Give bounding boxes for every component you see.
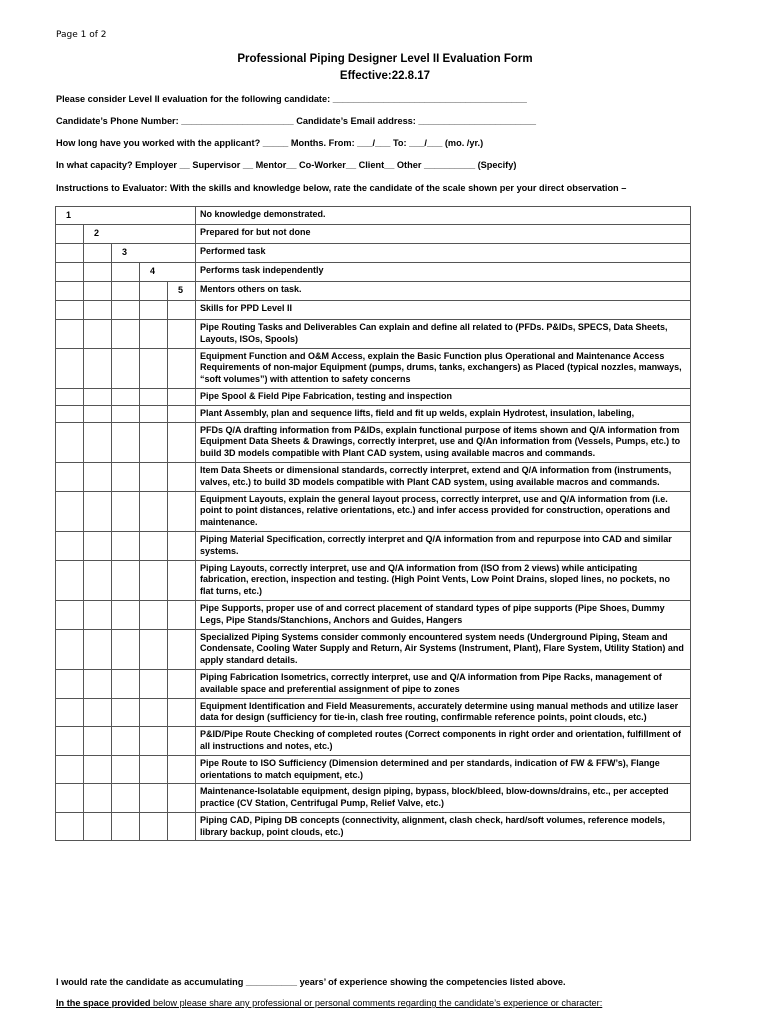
rating-cell[interactable] xyxy=(140,301,168,320)
rating-cell[interactable] xyxy=(56,560,84,600)
rating-cell[interactable] xyxy=(140,600,168,629)
rating-cell[interactable] xyxy=(168,491,196,531)
skill-row xyxy=(56,491,691,531)
rating-cell[interactable] xyxy=(168,784,196,813)
skill-row xyxy=(56,388,691,405)
scale-number: 2 xyxy=(84,225,196,244)
scale-label: Prepared for but not done xyxy=(196,225,691,244)
rating-cell[interactable] xyxy=(56,727,84,756)
rating-cell[interactable] xyxy=(84,727,112,756)
rating-cell[interactable] xyxy=(140,348,168,388)
rating-cell[interactable] xyxy=(168,727,196,756)
rating-cell[interactable] xyxy=(56,405,84,422)
rating-cell[interactable] xyxy=(56,812,84,841)
skill-row xyxy=(56,629,691,669)
rating-cell[interactable] xyxy=(56,388,84,405)
scale-number: 3 xyxy=(112,244,196,263)
rating-cell[interactable] xyxy=(140,405,168,422)
rating-cell[interactable] xyxy=(56,491,84,531)
skill-row xyxy=(56,348,691,388)
rating-cell[interactable] xyxy=(140,727,168,756)
scale-spacer xyxy=(56,225,84,244)
page-number: Page 1 of 2 xyxy=(56,30,107,40)
rating-cell[interactable] xyxy=(112,755,140,784)
rating-cell[interactable] xyxy=(84,388,112,405)
rating-cell[interactable] xyxy=(112,388,140,405)
rating-cell[interactable] xyxy=(140,669,168,698)
skill-row xyxy=(56,405,691,422)
rating-cell[interactable] xyxy=(112,784,140,813)
rating-cell[interactable] xyxy=(112,491,140,531)
comments-prompt xyxy=(56,998,602,1008)
rating-cell[interactable] xyxy=(84,405,112,422)
rating-cell[interactable] xyxy=(112,462,140,491)
scale-row xyxy=(56,263,691,282)
rating-cell[interactable] xyxy=(168,388,196,405)
comments-lead: In the space provided xyxy=(56,998,151,1008)
rating-cell[interactable] xyxy=(168,812,196,841)
rating-cell[interactable] xyxy=(56,600,84,629)
rating-cell[interactable] xyxy=(84,531,112,560)
rating-cell[interactable] xyxy=(56,422,84,462)
skills-header-row xyxy=(56,301,691,320)
rating-table xyxy=(55,206,691,841)
skill-description: Pipe Route to ISO Sufficiency (Dimension determined and per standards, indication of FW & FFW’s), Flange orientations to match equipment, etc.) xyxy=(196,755,691,784)
rating-cell[interactable] xyxy=(84,669,112,698)
rating-cell[interactable] xyxy=(112,560,140,600)
skill-description: Equipment Function and O&M Access, explain the Basic Function plus Operational and Maintenance Access Requirements of non-major Equipment (pumps, drums, tanks, exchangers) as Placed (typical nozzles, manways, “soft volumes”) with attention to safety concerns xyxy=(196,348,691,388)
rating-cell[interactable] xyxy=(168,348,196,388)
scale-row xyxy=(56,207,691,225)
scale-number: 1 xyxy=(56,207,196,225)
rating-cell[interactable] xyxy=(140,388,168,405)
scale-row xyxy=(56,244,691,263)
rating-cell[interactable] xyxy=(84,320,112,349)
rating-cell[interactable] xyxy=(84,812,112,841)
rating-cell[interactable] xyxy=(84,629,112,669)
rating-cell[interactable] xyxy=(168,320,196,349)
capacity-line: In what capacity? Employer __ Supervisor __ Mentor__ Co-Worker__ Client__ Other __________ (Specify) xyxy=(56,160,517,170)
rating-cell[interactable] xyxy=(56,320,84,349)
rating-cell[interactable] xyxy=(112,405,140,422)
rating-cell[interactable] xyxy=(168,669,196,698)
skill-row xyxy=(56,422,691,462)
skill-row xyxy=(56,755,691,784)
scale-number: 5 xyxy=(168,282,196,301)
skill-row xyxy=(56,812,691,841)
scale-label: Performed task xyxy=(196,244,691,263)
rating-cell[interactable] xyxy=(168,462,196,491)
scale-spacer xyxy=(84,244,112,263)
rating-cell[interactable] xyxy=(168,600,196,629)
comments-rest: below please share any professional or personal comments regarding the candidate’s experience or character: xyxy=(150,998,603,1008)
rating-cell[interactable] xyxy=(84,560,112,600)
scale-spacer xyxy=(56,263,84,282)
skill-row xyxy=(56,784,691,813)
rating-cell[interactable] xyxy=(56,698,84,727)
skill-row xyxy=(56,320,691,349)
rating-cell[interactable] xyxy=(56,629,84,669)
skills-header: Skills for PPD Level II xyxy=(196,301,691,320)
scale-spacer xyxy=(56,282,84,301)
rating-cell[interactable] xyxy=(56,669,84,698)
rating-cell[interactable] xyxy=(140,320,168,349)
rating-cell[interactable] xyxy=(140,784,168,813)
skill-description: PFDs Q/A drafting information from P&IDs, explain functional purpose of items shown and Q/A information from Equipment Data Sheets & Drawings, correctly interpret, use and Q/An information from (Vessels, Pumps, etc.) to build 3D models compatible with Plant CAD system, using available macros and commands. xyxy=(196,422,691,462)
rating-cell[interactable] xyxy=(168,301,196,320)
scale-number: 4 xyxy=(140,263,196,282)
rating-cell[interactable] xyxy=(168,531,196,560)
skill-row xyxy=(56,698,691,727)
rating-cell[interactable] xyxy=(56,348,84,388)
skill-description: Equipment Identification and Field Measurements, accurately determine using manual methods and utilize laser data for design (sufficiency for tie-in, clash free routing, confirmable reference points, point clouds, etc.) xyxy=(196,698,691,727)
rating-cell[interactable] xyxy=(56,784,84,813)
rating-cell[interactable] xyxy=(56,755,84,784)
rating-cell[interactable] xyxy=(84,755,112,784)
skill-description: Piping Fabrication Isometrics, correctly interpret, use and Q/A information from Pipe Racks, management of available space and preferential assignment of pipe to zones xyxy=(196,669,691,698)
scale-row xyxy=(56,225,691,244)
skill-row xyxy=(56,669,691,698)
rating-summary: I would rate the candidate as accumulating __________ years’ of experience showing the competencies listed above. xyxy=(56,977,566,987)
rating-cell[interactable] xyxy=(168,698,196,727)
rating-cell[interactable] xyxy=(112,600,140,629)
scale-label: Mentors others on task. xyxy=(196,282,691,301)
rating-cell[interactable] xyxy=(112,348,140,388)
skill-description: Maintenance-Isolatable equipment, design piping, bypass, block/bleed, blow-downs/drains, etc., per accepted practice (CV Station, Centrifugal Pump, Relief Valve, etc.) xyxy=(196,784,691,813)
contact-line: Candidate’s Phone Number: ______________________ Candidate’s Email address: _______________________ xyxy=(56,116,536,126)
rating-cell[interactable] xyxy=(112,629,140,669)
scale-label: No knowledge demonstrated. xyxy=(196,207,691,225)
rating-cell[interactable] xyxy=(112,812,140,841)
skill-description: Pipe Routing Tasks and Deliverables Can explain and define all related to (PFDs. P&IDs, SPECS, Data Sheets, Layouts, ISOs, Spools) xyxy=(196,320,691,349)
rating-cell[interactable] xyxy=(168,405,196,422)
rating-cell[interactable] xyxy=(84,600,112,629)
skill-description: Plant Assembly, plan and sequence lifts, field and fit up welds, explain Hydrotest, insulation, labeling, xyxy=(196,405,691,422)
rating-cell[interactable] xyxy=(56,531,84,560)
skill-row xyxy=(56,462,691,491)
rating-cell[interactable] xyxy=(84,491,112,531)
rating-cell[interactable] xyxy=(84,422,112,462)
rating-cell[interactable] xyxy=(112,422,140,462)
rating-cell[interactable] xyxy=(112,531,140,560)
skill-row xyxy=(56,531,691,560)
rating-cell[interactable] xyxy=(84,348,112,388)
scale-spacer xyxy=(84,263,112,282)
skill-description: Piping Material Specification, correctly interpret and Q/A information from and repurpose into CAD and similar systems. xyxy=(196,531,691,560)
rating-cell[interactable] xyxy=(168,422,196,462)
rating-cell[interactable] xyxy=(112,727,140,756)
rating-cell[interactable] xyxy=(140,462,168,491)
scale-spacer xyxy=(112,282,140,301)
rating-cell[interactable] xyxy=(84,301,112,320)
duration-line: How long have you worked with the applicant? _____ Months. From: ___/___ To: ___/___ (mo. /yr.) xyxy=(56,138,484,148)
rating-cell[interactable] xyxy=(84,462,112,491)
rating-cell[interactable] xyxy=(140,560,168,600)
rating-cell[interactable] xyxy=(140,812,168,841)
scale-spacer xyxy=(84,282,112,301)
skill-description: Item Data Sheets or dimensional standards, correctly interpret, extend and Q/A information from (instruments, valves, etc.) to build 3D models compatible with Plant CAD system, using available macros and commands. xyxy=(196,462,691,491)
scale-spacer xyxy=(56,244,84,263)
skill-description: Piping Layouts, correctly interpret, use and Q/A information from (ISO from 2 views) while anticipating fabrication, erection, inspection and testing. (High Point Vents, Low Point Drains, sloped lines, no pockets, no flat turns, etc.) xyxy=(196,560,691,600)
skill-description: P&ID/Pipe Route Checking of completed routes (Correct components in right order and orientation, fulfillment of all instructions and notes, etc.) xyxy=(196,727,691,756)
rating-cell[interactable] xyxy=(140,755,168,784)
skill-row xyxy=(56,727,691,756)
rating-cell[interactable] xyxy=(112,698,140,727)
scale-label: Performs task independently xyxy=(196,263,691,282)
rating-cell[interactable] xyxy=(168,629,196,669)
rating-cell[interactable] xyxy=(140,629,168,669)
rating-cell[interactable] xyxy=(168,755,196,784)
form-title: Professional Piping Designer Level II Evaluation Form xyxy=(237,53,533,65)
rating-cell[interactable] xyxy=(112,320,140,349)
skill-description: Equipment Layouts, explain the general layout process, correctly interpret, use and Q/A information from (i.e. point to point distances, relative orientations, etc.) and infer access provided for construction, operations and maintenance. xyxy=(196,491,691,531)
effective-date: Effective:22.8.17 xyxy=(339,70,431,82)
scale-spacer xyxy=(112,263,140,282)
skill-row xyxy=(56,560,691,600)
rating-cell[interactable] xyxy=(84,698,112,727)
skill-description: Pipe Spool & Field Pipe Fabrication, testing and inspection xyxy=(196,388,691,405)
rating-cell[interactable] xyxy=(112,301,140,320)
rating-cell[interactable] xyxy=(168,560,196,600)
rating-cell[interactable] xyxy=(56,301,84,320)
skill-description: Specialized Piping Systems consider commonly encountered system needs (Underground Piping, Steam and Condensate, Cooling Water Supply and Return, Air Systems (Instrument, Plant), Flare System, Utility Station) and apply standard details. xyxy=(196,629,691,669)
rating-cell[interactable] xyxy=(112,669,140,698)
rating-cell[interactable] xyxy=(84,784,112,813)
skill-row xyxy=(56,600,691,629)
instructions-line: Instructions to Evaluator: With the skills and knowledge below, rate the candidate of the scale shown per your direct observation – xyxy=(56,183,627,193)
scale-row xyxy=(56,282,691,301)
rating-cell[interactable] xyxy=(56,462,84,491)
scale-spacer xyxy=(140,282,168,301)
rating-cell[interactable] xyxy=(140,422,168,462)
rating-cell[interactable] xyxy=(140,698,168,727)
skill-description: Piping CAD, Piping DB concepts (connectivity, alignment, clash check, hard/soft volumes, reference models, library backup, point clouds, etc.) xyxy=(196,812,691,841)
rating-cell[interactable] xyxy=(140,531,168,560)
rating-cell[interactable] xyxy=(140,491,168,531)
candidate-line: Please consider Level II evaluation for the following candidate: ______________________________________ xyxy=(56,94,527,104)
skill-description: Pipe Supports, proper use of and correct placement of standard types of pipe supports (Pipe Shoes, Dummy Legs, Pipe Stands/Stanchions, Anchors and Guides, Hangers xyxy=(196,600,691,629)
